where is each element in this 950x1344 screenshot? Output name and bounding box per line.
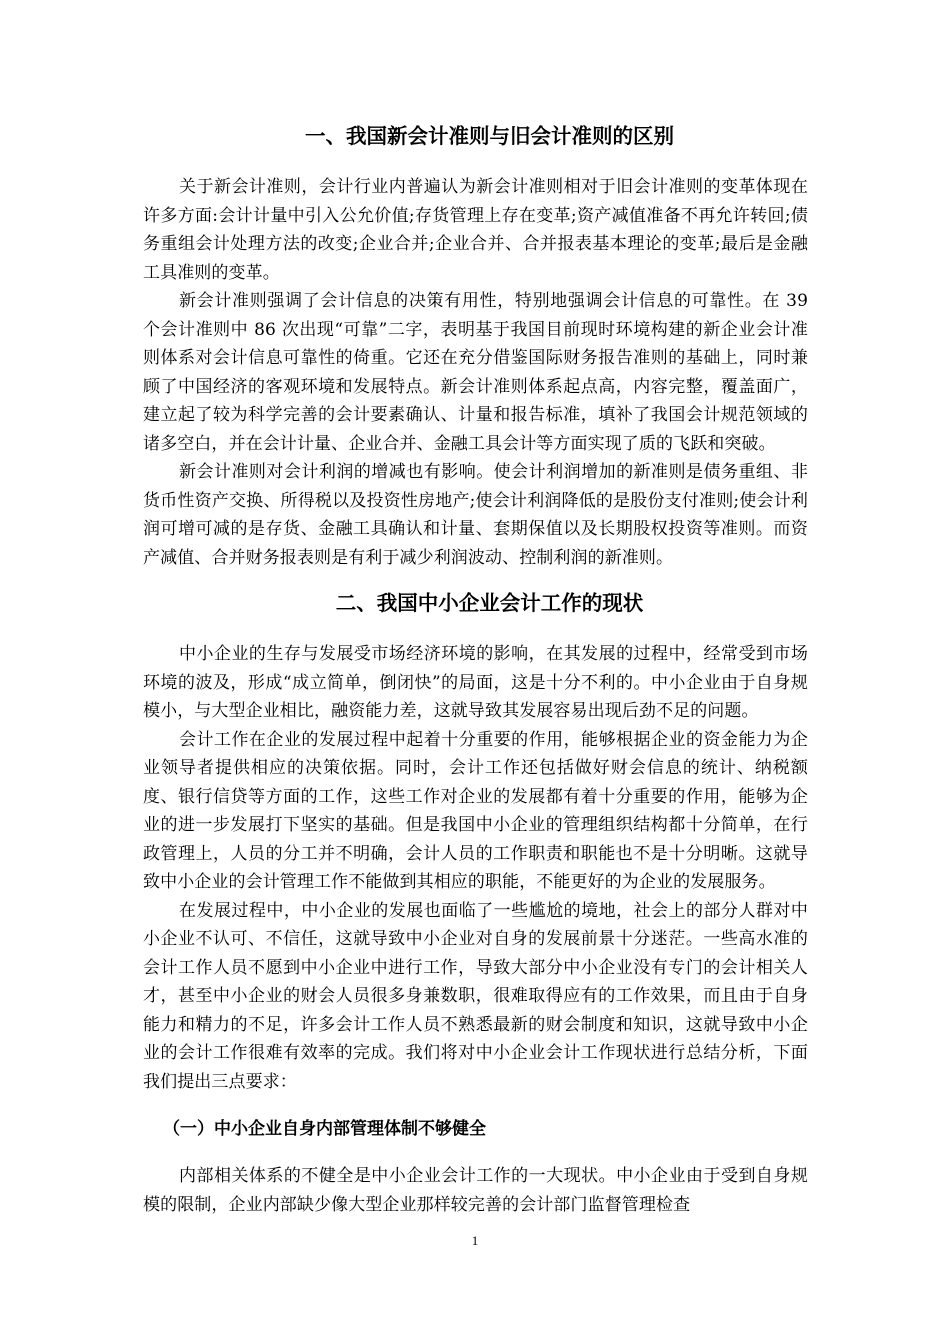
section-title-1: 一、我国新会计准则与旧会计准则的区别	[305, 124, 674, 148]
paragraph: 在发展过程中，中小企业的发展也面临了一些尴尬的境地，社会上的部分人群对中小企业不认可、不信任，这就导致中小企业对自身的发展前景十分迷茫。一些高水准的会计工作人员不愿到中小企业中进行工作，导致大部分中小企业没有专门的会计相关人才，甚至中小企业的财会人员很多身兼数职，很难取得应有的工作效果，而且由于自身能力和精力的不足，许多会计工作人员不熟悉最新的财会制度和知识，这就导致中小企业的会计工作很难有效率的完成。我们将对中小企业会计工作现状进行总结分析，下面我们提出三点要求：	[143, 900, 808, 1092]
subsection-title: （一）中小企业自身内部管理体制不够健全	[163, 1119, 486, 1139]
paragraph: 内部相关体系的不健全是中小企业会计工作的一大现状。中小企业由于受到自身规模的限制，企业内部缺少像大型企业那样较完善的会计部门监督管理检查	[143, 1166, 808, 1215]
paragraph: 会计工作在企业的发展过程中起着十分重要的作用，能够根据企业的资金能力为企业领导者提供相应的决策依据。同时，会计工作还包括做好财会信息的统计、纳税额度、银行信贷等方面的工作，这些工作对企业的发展都有着十分重要的作用，能够为企业的进一步发展打下坚实的基础。但是我国中小企业的管理组织结构都十分简单，在行政管理上，人员的分工并不明确，会计人员的工作职责和职能也不是十分明晰。这就导致中小企业的会计管理工作不能做到其相应的职能，不能更好的为企业的发展服务。	[143, 729, 808, 892]
paragraph: 中小企业的生存与发展受市场经济环境的影响，在其发展的过程中，经常受到市场环境的波及，形成“成立简单，倒闭快”的局面，这是十分不利的。中小企业由于自身规模小，与大型企业相比，融资能力差，这就导致其发展容易出现后劲不足的问题。	[143, 644, 808, 721]
paragraph: 新会计准则对会计利润的增减也有影响。使会计利润增加的新准则是债务重组、非货币性资产交换、所得税以及投资性房地产;使会计利润降低的是股份支付准则;使会计利润可增可减的是存货、金融工具确认和计量、套期保值以及长期股权投资等准则。而资产减值、合并财务报表则是有利于减少利润波动、控制利润的新准则。	[143, 462, 808, 568]
paragraph: 关于新会计准则，会计行业内普遍认为新会计准则相对于旧会计准则的变革体现在许多方面:会计计量中引入公允价值;存货管理上存在变革;资产减值准备不再允许转回;债务重组会计处理方法的改变;企业合并;企业合并、合并报表基本理论的变革;最后是金融工具准则的变革。	[143, 177, 808, 283]
paragraph: 新会计准则强调了会计信息的决策有用性，特别地强调会计信息的可靠性。在 39 个会计准则中 86 次出现“可靠”二字，表明基于我国目前现时环境构建的新企业会计准则体系对会计信息可靠性的倚重。它还在充分借鉴国际财务报告准则的基础上，同时兼顾了中国经济的客观环境和发展特点。新会计准则体系起点高，内容完整，覆盖面广，建立起了较为科学完善的会计要素确认、计量和报告标准，填补了我国会计规范领域的诸多空白，并在会计计量、企业合并、金融工具会计等方面实现了质的飞跃和突破。	[143, 291, 808, 454]
page-number: 1	[471, 1233, 479, 1248]
section-title-2: 二、我国中小企业会计工作的现状	[335, 591, 644, 615]
page-content	[143, 117, 808, 1219]
